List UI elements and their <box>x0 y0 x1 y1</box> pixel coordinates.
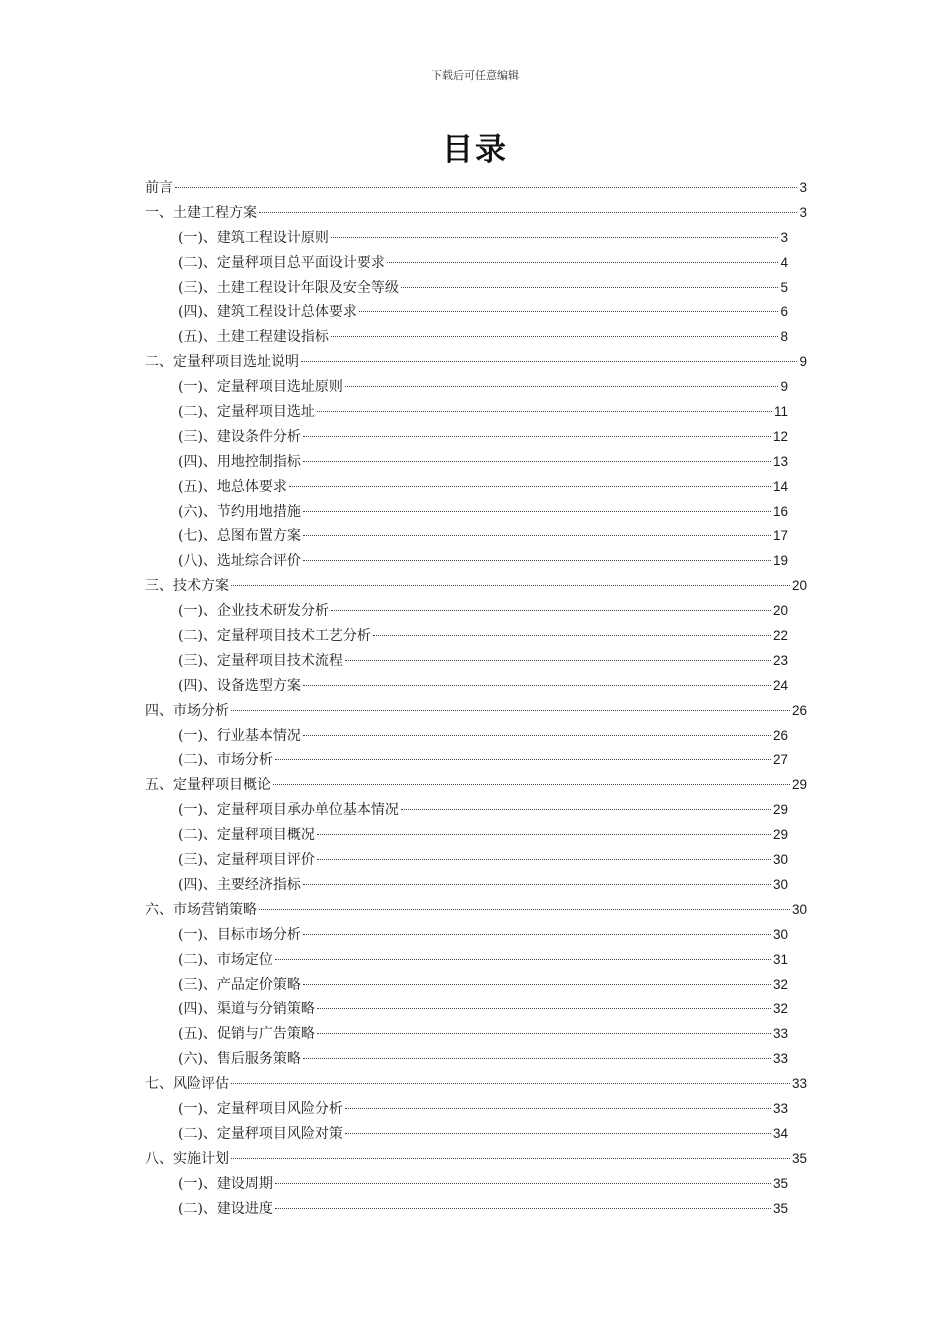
toc-section-entry[interactable] <box>145 724 807 749</box>
toc-entry-page-number: 30 <box>772 876 788 892</box>
toc-entry-label: (一)、建设周期 <box>178 1175 273 1192</box>
toc-section-entry[interactable] <box>145 1172 807 1197</box>
toc-entry-label: (四)、设备选型方案 <box>178 677 301 694</box>
toc-entry-label: (一)、建筑工程设计原则 <box>178 229 329 246</box>
toc-entry-label: (一)、定量秤项目承办单位基本情况 <box>178 802 399 819</box>
toc-entry-page-number: 35 <box>791 1150 807 1166</box>
toc-section-entry[interactable] <box>145 873 807 898</box>
toc-entry-label: (二)、建设进度 <box>178 1200 273 1217</box>
toc-dot-leader <box>317 1008 771 1009</box>
toc-dot-leader <box>317 834 771 835</box>
toc-entry-label: 五、定量秤项目概论 <box>145 777 271 794</box>
toc-dot-leader <box>303 535 771 536</box>
toc-dot-leader <box>317 859 771 860</box>
toc-section-entry[interactable] <box>145 748 807 773</box>
toc-section-entry[interactable] <box>145 300 807 325</box>
toc-section-entry[interactable] <box>145 524 807 549</box>
toc-section-entry[interactable] <box>145 226 807 251</box>
toc-section-entry[interactable] <box>145 923 807 948</box>
toc-section-entry[interactable] <box>145 823 807 848</box>
toc-entry-page-number: 3 <box>799 204 807 220</box>
toc-section-entry[interactable] <box>145 276 807 301</box>
toc-entry-label: (八)、选址综合评价 <box>178 553 301 570</box>
toc-dot-leader <box>259 212 797 213</box>
toc-section-entry[interactable] <box>145 251 807 276</box>
page-header: 下载后可任意编辑 <box>431 69 519 82</box>
toc-entry-label: (三)、建设条件分析 <box>178 428 301 445</box>
toc-section-entry[interactable] <box>145 997 807 1022</box>
toc-section-entry[interactable] <box>145 798 807 823</box>
toc-entry-page-number: 19 <box>772 553 788 569</box>
toc-dot-leader <box>373 635 771 636</box>
toc-dot-leader <box>303 685 771 686</box>
toc-entry-page-number: 20 <box>791 578 807 594</box>
toc-dot-leader <box>275 1183 771 1184</box>
toc-entry-label: 七、风险评估 <box>145 1076 229 1093</box>
toc-dot-leader <box>317 411 772 412</box>
toc-entry-page-number: 11 <box>773 404 788 420</box>
toc-entry-label: (一)、行业基本情况 <box>178 727 301 744</box>
toc-dot-leader <box>303 984 771 985</box>
toc-entry-page-number: 33 <box>772 1026 788 1042</box>
toc-dot-leader <box>331 610 771 611</box>
toc-section-entry[interactable] <box>145 1122 807 1147</box>
toc-dot-leader <box>259 909 790 910</box>
toc-section-entry[interactable] <box>145 848 807 873</box>
toc-entry-page-number: 29 <box>772 802 788 818</box>
toc-entry-page-number: 29 <box>791 777 807 793</box>
toc-dot-leader <box>303 934 771 935</box>
toc-entry-page-number: 30 <box>772 926 788 942</box>
toc-entry-label: 前言 <box>145 180 173 196</box>
toc-entry-label: 二、定量秤项目选址说明 <box>145 354 299 371</box>
toc-entry-label: (三)、土建工程设计年限及安全等级 <box>178 279 399 296</box>
toc-dot-leader <box>275 1208 771 1209</box>
toc-chapter-entry[interactable] <box>145 773 807 798</box>
toc-entry-page-number: 6 <box>780 304 788 320</box>
toc-entry-page-number: 13 <box>772 453 788 469</box>
toc-dot-leader <box>303 436 771 437</box>
toc-dot-leader <box>231 710 790 711</box>
toc-section-entry[interactable] <box>145 649 807 674</box>
toc-dot-leader <box>401 287 779 288</box>
toc-section-entry[interactable] <box>145 400 807 425</box>
toc-dot-leader <box>359 311 779 312</box>
toc-chapter-entry[interactable] <box>145 1147 807 1172</box>
toc-section-entry[interactable] <box>145 425 807 450</box>
toc-entry-label: (三)、定量秤项目技术流程 <box>178 652 343 669</box>
toc-dot-leader <box>331 336 779 337</box>
toc-entry-page-number: 33 <box>791 1076 807 1092</box>
toc-entry-label: (一)、定量秤项目选址原则 <box>178 379 343 396</box>
toc-section-entry[interactable] <box>145 599 807 624</box>
toc-entry-page-number: 30 <box>791 901 807 917</box>
toc-entry-label: (二)、市场定位 <box>178 951 273 968</box>
toc-entry-page-number: 32 <box>772 1001 788 1017</box>
toc-entry-page-number: 26 <box>772 727 788 743</box>
toc-dot-leader <box>303 884 771 885</box>
toc-entry-label: (二)、定量秤项目风险对策 <box>178 1125 343 1142</box>
toc-entry-page-number: 17 <box>772 528 788 544</box>
toc-chapter-entry[interactable] <box>145 201 807 226</box>
toc-dot-leader <box>303 1058 771 1059</box>
toc-entry-page-number: 34 <box>772 1125 788 1141</box>
toc-entry-page-number: 4 <box>780 254 788 270</box>
toc-entry-page-number: 32 <box>772 976 788 992</box>
toc-entry-page-number: 33 <box>772 1051 788 1067</box>
toc-dot-leader <box>345 660 771 661</box>
toc-entry-label: (五)、土建工程建设指标 <box>178 329 329 346</box>
toc-dot-leader <box>345 1133 771 1134</box>
toc-section-entry[interactable] <box>145 674 807 699</box>
toc-entry-label: (五)、促销与广告策略 <box>178 1026 315 1043</box>
toc-dot-leader <box>275 959 771 960</box>
toc-entry-page-number: 26 <box>791 702 807 718</box>
toc-chapter-entry[interactable] <box>145 574 807 599</box>
toc-entry-label: (二)、定量秤项目技术工艺分析 <box>178 628 371 645</box>
toc-entry-label: (三)、定量秤项目评价 <box>178 852 315 869</box>
toc-entry-label: 三、技术方案 <box>145 578 229 595</box>
toc-dot-leader <box>273 784 790 785</box>
toc-section-entry[interactable] <box>145 1197 807 1222</box>
toc-entry-label: (六)、售后服务策略 <box>178 1051 301 1068</box>
toc-dot-leader <box>345 386 779 387</box>
toc-entry-label: 四、市场分析 <box>145 702 229 719</box>
toc-entry-page-number: 5 <box>780 279 788 295</box>
toc-dot-leader <box>387 262 779 263</box>
toc-chapter-entry[interactable] <box>145 898 807 923</box>
toc-entry-label: (二)、定量秤项目选址 <box>178 404 315 421</box>
toc-dot-leader <box>345 1108 771 1109</box>
toc-entry-page-number: 33 <box>772 1100 788 1116</box>
toc-dot-leader <box>289 486 771 487</box>
toc-section-entry[interactable] <box>145 325 807 350</box>
toc-section-entry[interactable] <box>145 624 807 649</box>
toc-entry-label: 八、实施计划 <box>145 1150 229 1167</box>
toc-dot-leader <box>303 735 771 736</box>
toc-dot-leader <box>175 187 797 188</box>
toc-title: 目录 <box>442 132 508 168</box>
toc-entry-page-number: 3 <box>799 180 807 195</box>
toc-entry-label: 六、市场营销策略 <box>145 901 257 918</box>
toc-section-entry[interactable] <box>145 375 807 400</box>
toc-dot-leader <box>401 809 771 810</box>
toc-chapter-entry[interactable] <box>145 699 807 724</box>
toc-entry-label: (六)、节约用地措施 <box>178 503 301 520</box>
toc-dot-leader <box>303 461 771 462</box>
toc-entry-page-number: 9 <box>780 379 788 395</box>
toc-entry-page-number: 22 <box>772 628 788 644</box>
toc-dot-leader <box>331 237 779 238</box>
toc-section-entry[interactable] <box>145 1097 807 1122</box>
toc-dot-leader <box>231 1158 790 1159</box>
toc-entry-page-number: 23 <box>772 652 788 668</box>
toc-section-entry[interactable] <box>145 500 807 525</box>
toc-entry-page-number: 20 <box>772 603 788 619</box>
toc-entry-page-number: 14 <box>772 478 788 494</box>
toc-section-entry[interactable] <box>145 1022 807 1047</box>
toc-entry-page-number: 35 <box>772 1175 788 1191</box>
toc-entry-page-number: 24 <box>772 677 788 693</box>
toc-section-entry[interactable] <box>145 1047 807 1072</box>
toc-dot-leader <box>275 759 771 760</box>
toc-dot-leader <box>317 1033 771 1034</box>
toc-chapter-entry[interactable] <box>145 1072 807 1097</box>
toc-entry-label: (一)、目标市场分析 <box>178 926 301 943</box>
table-of-contents <box>145 176 807 1221</box>
toc-entry-page-number: 27 <box>772 752 788 768</box>
toc-entry-label: (五)、地总体要求 <box>178 478 287 495</box>
toc-entry-label: (四)、用地控制指标 <box>178 453 301 470</box>
toc-entry-label: (三)、产品定价策略 <box>178 976 301 993</box>
toc-entry-page-number: 12 <box>772 428 788 444</box>
toc-section-entry[interactable] <box>145 450 807 475</box>
toc-section-entry[interactable] <box>145 475 807 500</box>
toc-entry-page-number: 9 <box>799 354 807 370</box>
toc-dot-leader <box>231 1083 790 1084</box>
toc-entry-page-number: 31 <box>772 951 788 967</box>
toc-chapter-entry[interactable] <box>145 176 807 201</box>
toc-entry-label: (一)、企业技术研发分析 <box>178 603 329 620</box>
toc-entry-label: 一、土建工程方案 <box>145 204 257 221</box>
toc-section-entry[interactable] <box>145 973 807 998</box>
toc-entry-page-number: 8 <box>780 329 788 345</box>
toc-section-entry[interactable] <box>145 549 807 574</box>
toc-entry-page-number: 30 <box>772 852 788 868</box>
toc-entry-label: (四)、主要经济指标 <box>178 876 301 893</box>
toc-chapter-entry[interactable] <box>145 350 807 375</box>
toc-entry-page-number: 29 <box>772 827 788 843</box>
toc-dot-leader <box>303 511 771 512</box>
toc-entry-label: (二)、定量秤项目总平面设计要求 <box>178 254 385 271</box>
toc-dot-leader <box>301 361 797 362</box>
toc-dot-leader <box>231 585 790 586</box>
toc-dot-leader <box>303 560 771 561</box>
toc-entry-label: (七)、总图布置方案 <box>178 528 301 545</box>
toc-entry-label: (四)、渠道与分销策略 <box>178 1001 315 1018</box>
toc-entry-label: (二)、市场分析 <box>178 752 273 769</box>
toc-entry-page-number: 35 <box>772 1200 788 1216</box>
toc-entry-label: (四)、建筑工程设计总体要求 <box>178 304 357 321</box>
toc-entry-label: (一)、定量秤项目风险分析 <box>178 1100 343 1117</box>
toc-entry-page-number: 3 <box>780 229 788 245</box>
toc-section-entry[interactable] <box>145 948 807 973</box>
toc-entry-page-number: 16 <box>772 503 788 519</box>
toc-entry-label: (二)、定量秤项目概况 <box>178 827 315 844</box>
